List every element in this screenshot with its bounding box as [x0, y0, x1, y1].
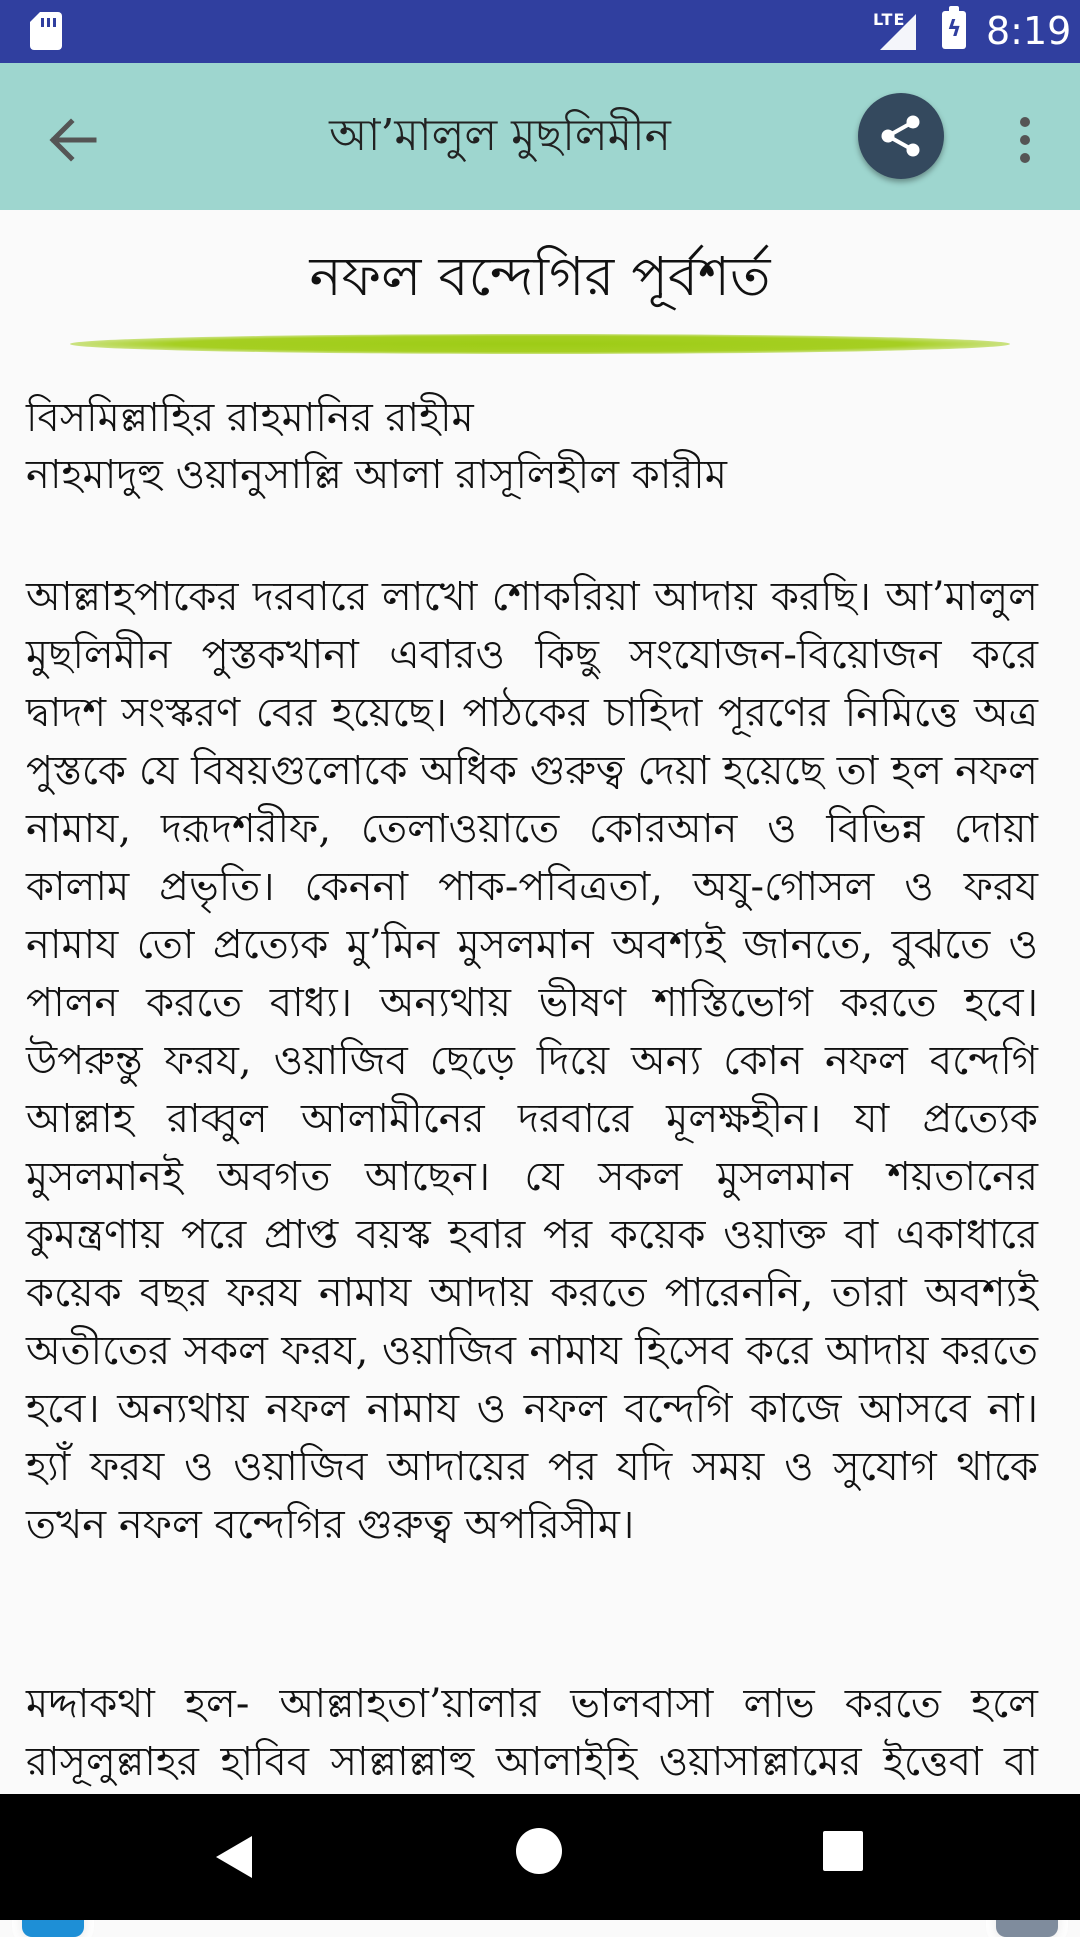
- share-button[interactable]: [858, 93, 944, 179]
- salutation-line-2: নাহমাদুহু ওয়ানুসাল্লি আলা রাসূলিহীল কারীম: [26, 452, 727, 498]
- signal-icon: [880, 14, 916, 50]
- salutation: [26, 390, 1056, 504]
- article-content[interactable]: [0, 210, 1080, 1794]
- system-navigation-bar: [0, 1794, 1080, 1920]
- network-type-label: LTE: [873, 10, 906, 29]
- sd-card-icon: [30, 12, 62, 50]
- more-options-button[interactable]: [1008, 105, 1040, 175]
- title-divider: [70, 334, 1010, 354]
- share-icon: [878, 113, 924, 159]
- app-bar: [0, 63, 1080, 210]
- battery-charging-icon: ϟ: [942, 11, 966, 49]
- paragraph-1: আল্লাহপাকের দরবারে লাখো শোকরিয়া আদায় করছি। আ’মালুল মুছলিমীন পুস্তকখানা এবারও কিছু সংযোজন-বিয়োজন করে দ্বাদশ সংস্করণ বের হয়েছে। পাঠকের চাহিদা পূরণের নিমিত্তে অত্র পুস্তকে যে বিষয়গুলোকে অধিক গুরুত্ব দেয়া হয়েছে তা হল নফল নামায, দরূদশরীফ, তেলাওয়াতে কোরআন ও বিভিন্ন দোয়া কালাম প্রভৃতি। কেননা পাক-পবিত্রতা, অযু-গোসল ও ফরয নামায তো প্রত্যেক মু’মিন মুসলমান অবশ্যই জানতে, বুঝতে ও পালন করতে বাধ্য। অন্যথায় ভীষণ শাস্তিভোগ করতে হবে। উপরুন্তু ফরয, ওয়াজিব ছেড়ে দিয়ে অন্য কোন নফল বন্দেগি আল্লাহ রাব্বুল আলামীনের দরবারে মূলক্ষহীন। যা প্রত্যেক মুসলমানই অবগত আছেন। যে সকল মুসলমান শয়তানের কুমন্ত্রণায় পরে প্রাপ্ত বয়স্ক হবার পর কয়েক ওয়াক্ত বা একাধারে কয়েক বছর ফরয নামায আদায় করতে পারেননি, তারা অবশ্যই অতীতের সকল ফরয, ওয়াজিব নামায হিসেব করে আদায় করতে হবে। অন্যথায় নফল নামায ও নফল বন্দেগি কাজে আসবে না। হ্যাঁ ফরয ও ওয়াজিব আদায়ের পর যদি সময় ও সুযোগ থাকে তখন নফল বন্দেগির গুরুত্ব অপরিসীম।: [26, 574, 1038, 1548]
- more-vert-icon: [1020, 117, 1030, 127]
- back-button[interactable]: [38, 105, 108, 175]
- salutation-line-1: বিসমিল্লাহির রাহমানির রাহীম: [26, 395, 474, 441]
- back-arrow-icon: [38, 105, 108, 175]
- paragraph-2: মদ্দাকথা হল- আল্লাহতা’য়ালার ভালবাসা লাভ করতে হলে রাসূলুল্লাহর হাবিব সাল্লাল্লাহু আলাইহি ওয়াসাল্লামের ইত্তেবা বা: [26, 1681, 1038, 1785]
- nav-home-icon[interactable]: [516, 1828, 562, 1874]
- status-bar: [0, 0, 1080, 63]
- nav-back-icon: [200, 1822, 270, 1892]
- system-back-button[interactable]: [200, 1822, 270, 1892]
- chapter-title: নফল বন্দেগির পূর্বশর্ত: [309, 245, 771, 308]
- app-title: আ’মালুল মুছলিমীন: [329, 110, 671, 161]
- status-time: 8:19: [986, 9, 1072, 53]
- nav-recents-icon[interactable]: [823, 1831, 863, 1871]
